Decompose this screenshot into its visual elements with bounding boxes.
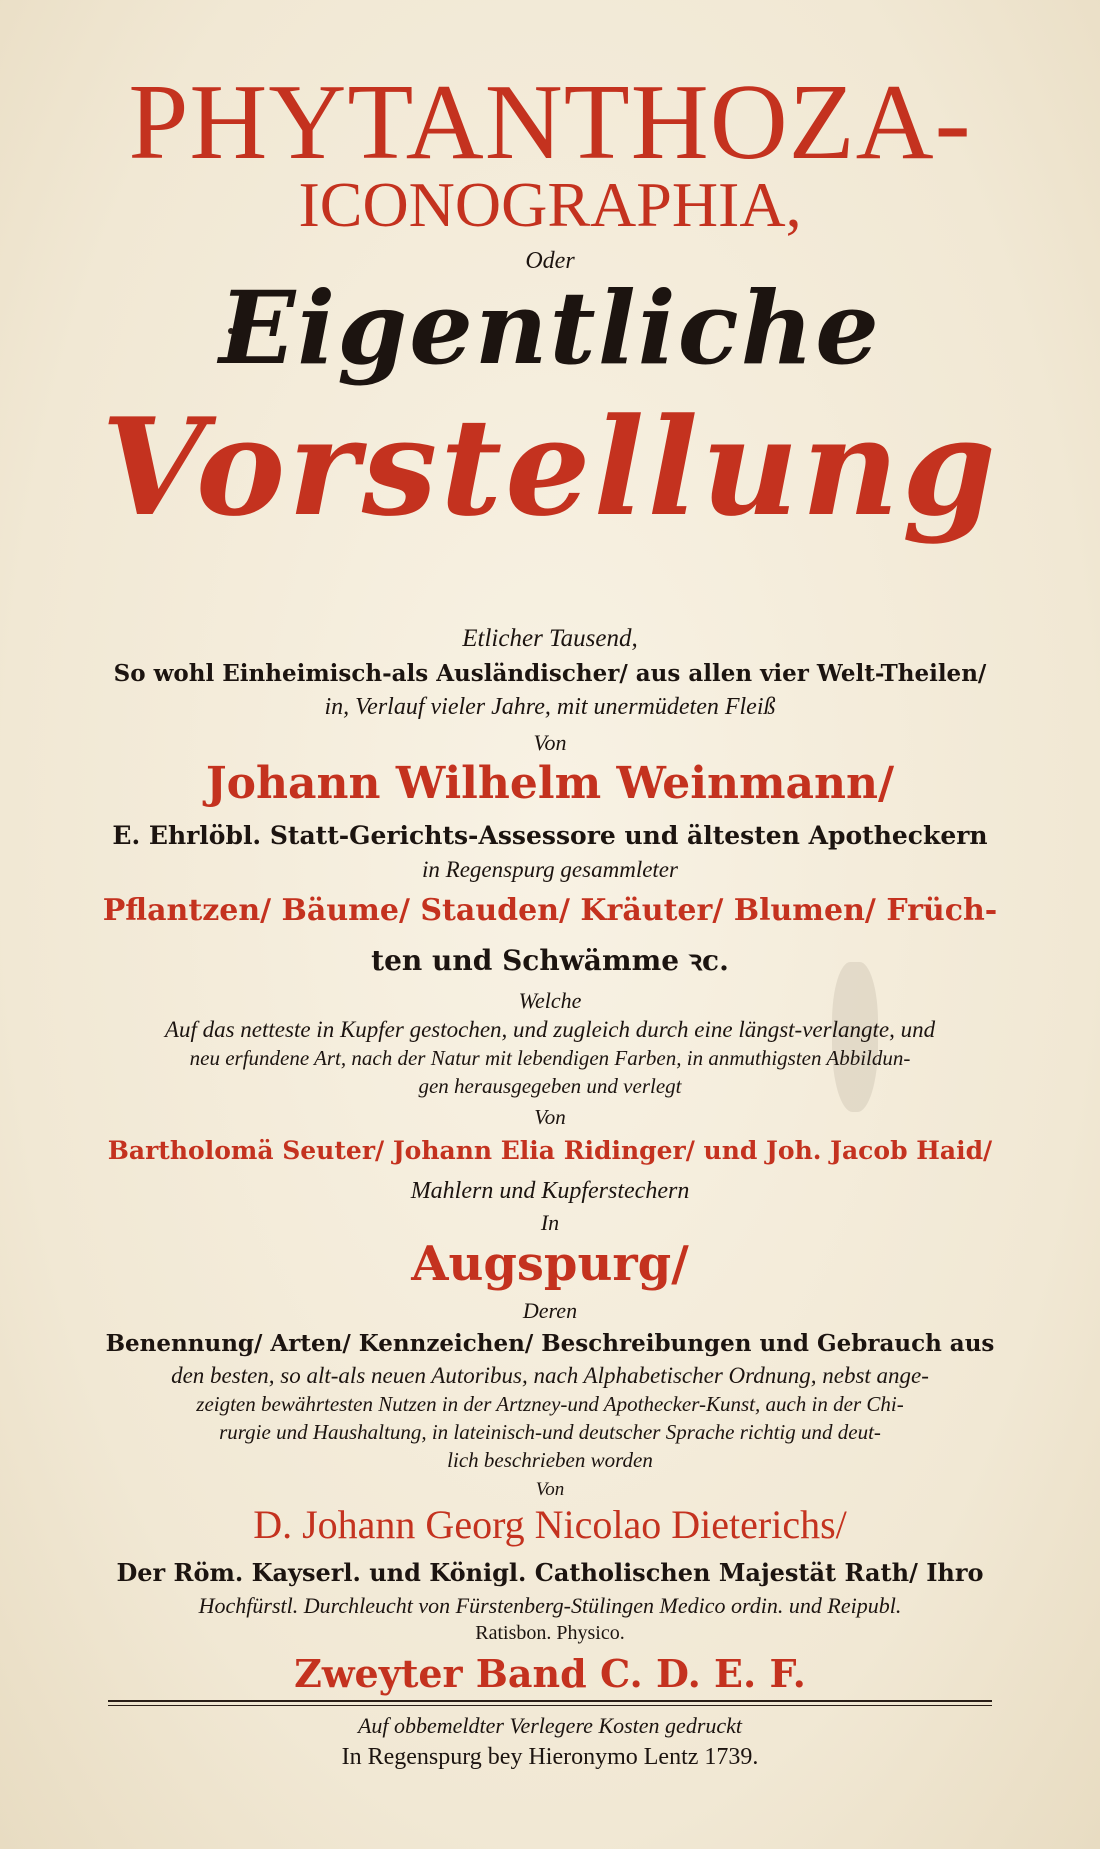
engravers-names: Bartholomä Seuter/ Johann Elia Ridinger/ und Joh. Jacob Haid/ [107,1136,993,1165]
collector-place: in Regenspurg gesammleter [422,857,678,882]
volume-line: Zweyter Band C. D. E. F. [294,1651,806,1696]
author-title-1: Der Röm. Kayserl. und Königl. Catholischen Majestät Rath/ Ihro [116,1558,984,1587]
von-3: Von [535,1479,565,1500]
description-line-3: zeigten bewährtesten Nutzen in der Artzney-und Apothecker-Kunst, auch in der Chi- [196,1392,904,1416]
engravers-role: Mahlern und Kupferstechern [410,1178,690,1204]
von-2: Von [534,1105,566,1129]
imprint-line-1: Auf obbemeldter Verlegere Kosten gedruckt [357,1713,743,1738]
intro-line-2: So wohl Einheimisch-als Ausländischer/ aus allen vier Welt-Theilen/ [113,660,987,687]
deren-text: Deren [522,1298,578,1323]
intro-line-1: Etlicher Tausend, [462,625,638,652]
vorstellung-heading: Vorstellung [101,388,999,546]
title-line-2: ICONOGRAPHIA, [298,169,802,240]
engraving-line-3: gen herausgegeben und verlegt [418,1074,682,1098]
plants-line-1: Pflantzen/ Bäume/ Stauden/ Kräuter/ Blumen/ Früch- [102,893,998,928]
welche-text: Welche [518,988,582,1013]
collector-title: E. Ehrlöbl. Statt-Gerichts-Assessore und ältesten Apotheckern [112,821,988,850]
von-1: Von [533,730,567,755]
city-augspurg: Augspurg/ [411,1236,689,1292]
collector-name: Johann Wilhelm Weinmann/ [205,758,895,809]
imprint-line-2: In Regenspurg bey Hieronymo Lentz 1739. [341,1744,759,1770]
rule-bottom [108,1705,992,1706]
in-text: In [540,1210,560,1235]
intro-line-3: in, Verlauf vieler Jahre, mit unermüdeten Fleiß [324,694,776,720]
author-name: D. Johann Georg Nicolao Dieterichs/ [253,1502,847,1547]
engraving-line-1: Auf das netteste in Kupfer gestochen, und zugleich durch eine längst-verlangte, und [164,1017,936,1042]
title-line-1: PHYTANTHOZA- [128,63,972,182]
description-line-4: rurgie und Haushaltung, in lateinisch-und deutscher Sprache richtig und deut- [219,1420,881,1444]
plants-line-2: ten und Schwämme ꝛc. [371,944,729,977]
author-title-3: Ratisbon. Physico. [475,1622,625,1644]
description-line-1: Benennung/ Arten/ Kennzeichen/ Beschreibungen und Gebrauch aus [105,1330,995,1357]
description-line-2: den besten, so alt-als neuen Autoribus, nach Alphabetischer Ordnung, nebst ange- [171,1363,929,1388]
rule-top [108,1700,992,1702]
engraving-line-2: neu erfundene Art, nach der Natur mit lebendigen Farben, in anmuthigsten Abbildun- [189,1046,911,1070]
oder-text: Oder [525,248,575,274]
author-title-2: Hochfürstl. Durchleucht von Fürstenberg-Stülingen Medico ordin. und Reipubl. [198,1593,902,1618]
eigentliche-heading: Eigentliche [219,269,881,387]
description-line-5: lich beschrieben worden [447,1448,653,1472]
